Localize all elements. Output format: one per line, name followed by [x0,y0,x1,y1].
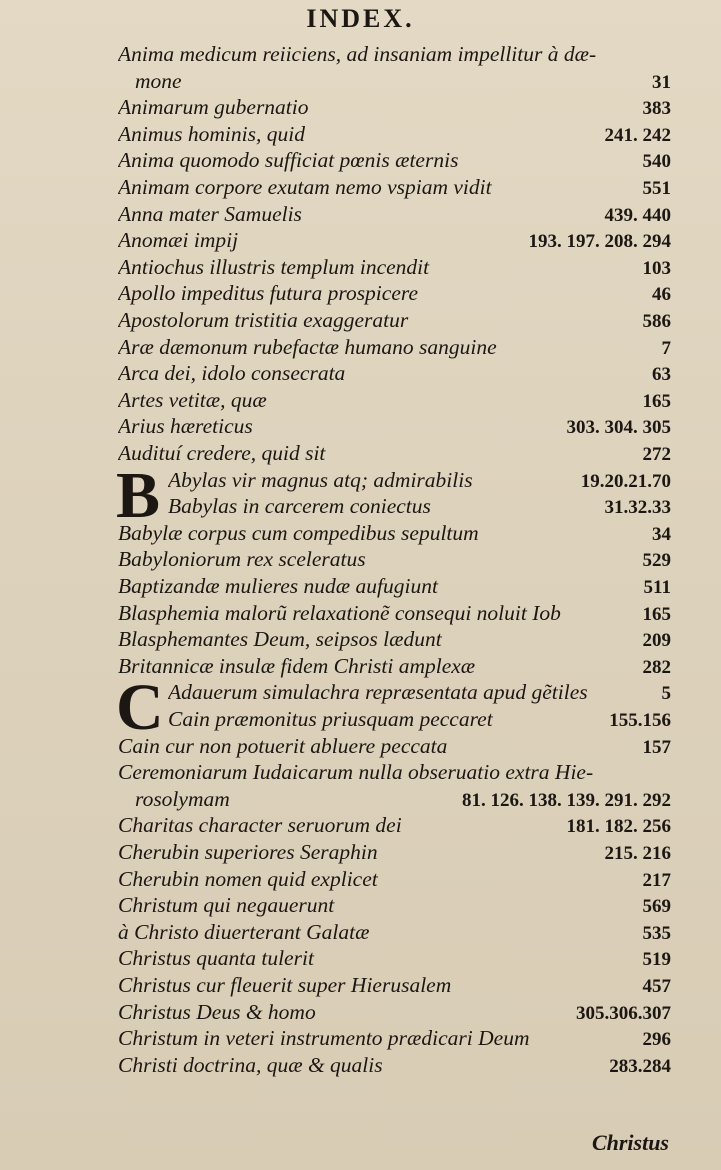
index-entry [168,468,671,493]
entry-pages: 34 [652,523,671,545]
entry-pages: 157 [642,736,671,758]
index-entry [118,1026,671,1051]
entry-text: Cain præmonitus priusquam peccaret [168,707,493,731]
index-entry [118,255,671,280]
entry-pages: 165 [642,390,671,412]
entry-pages: 31.32.33 [604,497,671,519]
index-entry [118,414,671,439]
index-entry [118,946,671,971]
entry-pages: 7 [661,337,671,359]
entry-pages: 535 [642,922,671,944]
index-entry [118,95,671,120]
entry-pages: 31 [652,71,671,93]
entry-pages: 209 [642,630,671,652]
entry-pages: 519 [642,949,671,971]
entry-pages: 296 [642,1029,671,1051]
entry-text: Cain cur non potuerit abluere peccata [118,733,448,758]
index-entry [118,734,671,759]
entry-text: Arca dei, idolo consecrata [118,361,346,386]
entry-text: Anima medicum reiiciens, ad insaniam impellitur à dæ- [118,42,597,66]
entry-text: Animam corpore exutam nemo vspiam vidit [118,175,492,199]
entry-pages: 529 [642,550,671,572]
entry-pages: 165 [642,603,671,625]
entry-text: Christum qui negauerunt [118,893,335,918]
entry-pages: 155.156 [609,710,671,731]
entry-pages: 283.284 [609,1055,671,1077]
entry-text: Babyloniorum rex sceleratus [118,547,366,572]
index-entry [118,122,671,147]
entry-text: Cherubin superiores Seraphin [118,840,378,864]
page-header: INDEX. [306,4,415,33]
entry-pages: 193. 197. 208. 294 [528,231,671,253]
index-entry [118,813,671,838]
index-entry [118,148,671,173]
index-entry [118,388,671,413]
entry-text: à Christo diuerterant Galatæ [118,919,370,944]
entry-text: Anomæi impij [118,228,239,253]
entry-pages: 457 [642,976,671,997]
index-entry [118,1053,671,1078]
index-entry [118,547,671,572]
entry-text: rosolymam [135,786,230,811]
entry-pages: 272 [642,444,671,465]
entry-text: Ceremoniarum Iudaicarum nulla obseruatio extra Hie- [118,760,594,785]
index-entry [135,69,671,94]
index-entry [118,867,671,892]
entry-pages: 569 [642,896,671,918]
index-entry [118,840,671,865]
index-entry [118,202,671,227]
index-entry [118,973,671,998]
entry-text: Anna mater Samuelis [118,201,302,226]
index-entry [118,574,671,599]
entry-text: Apostolorum tristitia exaggeratur [118,308,409,332]
entry-text: Christi doctrina, quæ & qualis [118,1052,383,1077]
entry-text: Animus hominis, quid [118,121,305,146]
index-entry [168,680,671,705]
entry-text: Britannicæ insulæ fidem Christi amplexæ [118,653,476,678]
entry-text: Christus quanta tulerit [118,946,314,971]
index-entry [118,308,671,333]
entry-pages: 383 [642,98,671,120]
entry-pages: 241. 242 [604,124,671,146]
catchword: Christus [591,1130,669,1155]
entry-text: Aræ dæmonum rubefactæ humano sanguine [118,334,497,359]
index-entry [118,1000,671,1025]
entry-pages: 439. 440 [604,204,671,226]
entry-pages: 217 [642,869,671,891]
entry-pages: 63 [652,364,671,386]
entry-text: Cherubin nomen quid explicet [118,866,378,891]
entry-text: Arius hæreticus [118,414,253,439]
index-entry [118,893,671,918]
entry-pages: 586 [642,311,671,332]
entry-pages: 511 [643,577,671,598]
entry-text: Artes vetitæ, quæ [118,387,267,412]
index-entry [118,361,671,386]
entry-pages: 551 [642,178,671,199]
index-entry [118,521,671,546]
index-entry [118,920,671,945]
index-entry [118,335,671,360]
entry-pages: 215. 216 [604,843,671,864]
index-entry [118,627,671,652]
index-entry [118,760,671,785]
index-entry [135,787,671,812]
index-entry [168,707,671,732]
drop-cap-c: C [116,671,164,744]
index-entry [118,228,671,253]
entry-pages: 5 [661,683,671,705]
index-entry [118,654,671,679]
entry-text: Charitas character seruorum dei [118,813,402,838]
entry-pages: 19.20.21.70 [580,470,671,492]
entry-pages: 282 [642,656,671,678]
entry-text: Baptizandæ mulieres nudæ aufugiunt [118,574,438,598]
index-entry [118,281,671,306]
entry-text: Abylas vir magnus atq; admirabilis [168,467,473,492]
entry-text: Babylæ corpus cum compedibus sepultum [118,520,479,545]
entry-text: Christus Deus & homo [118,999,316,1024]
entry-pages: 540 [642,151,671,173]
index-entry [118,601,671,626]
entry-pages: 181. 182. 256 [566,816,671,838]
index-entry [118,441,671,466]
entry-pages: 303. 304. 305 [566,417,671,439]
entry-text: Antiochus illustris templum incendit [118,254,430,279]
entry-text: Audituí credere, quid sit [118,441,326,465]
entry-text: Animarum gubernatio [118,95,309,120]
entry-text: Apollo impeditus futura prospicere [118,281,418,306]
index-entry [118,175,671,200]
drop-cap-b: B [116,459,161,532]
index-entries [0,42,721,1122]
entry-text: Adauerum simulachra repræsentata apud gẽtiles [168,680,588,705]
entry-text: Christum in veteri instrumento prædicari Deum [118,1026,530,1051]
entry-text: Christus cur fleuerit super Hierusalem [118,973,452,997]
entry-pages: 103 [642,257,671,279]
entry-text: mone [135,68,182,93]
index-entry [118,42,671,67]
entry-text: Blasphemantes Deum, seipsos lædunt [118,627,442,652]
entry-pages: 305.306.307 [576,1002,671,1024]
entry-pages: 46 [652,284,671,306]
entry-pages: 81. 126. 138. 139. 291. 292 [462,789,671,811]
entry-text: Babylas in carcerem coniectus [168,494,431,519]
index-entry [168,494,671,519]
entry-text: Blasphemia malorũ relaxationẽ consequi noluit Iob [118,600,561,625]
entry-text: Anima quomodo sufficiat pœnis æternis [118,148,459,173]
